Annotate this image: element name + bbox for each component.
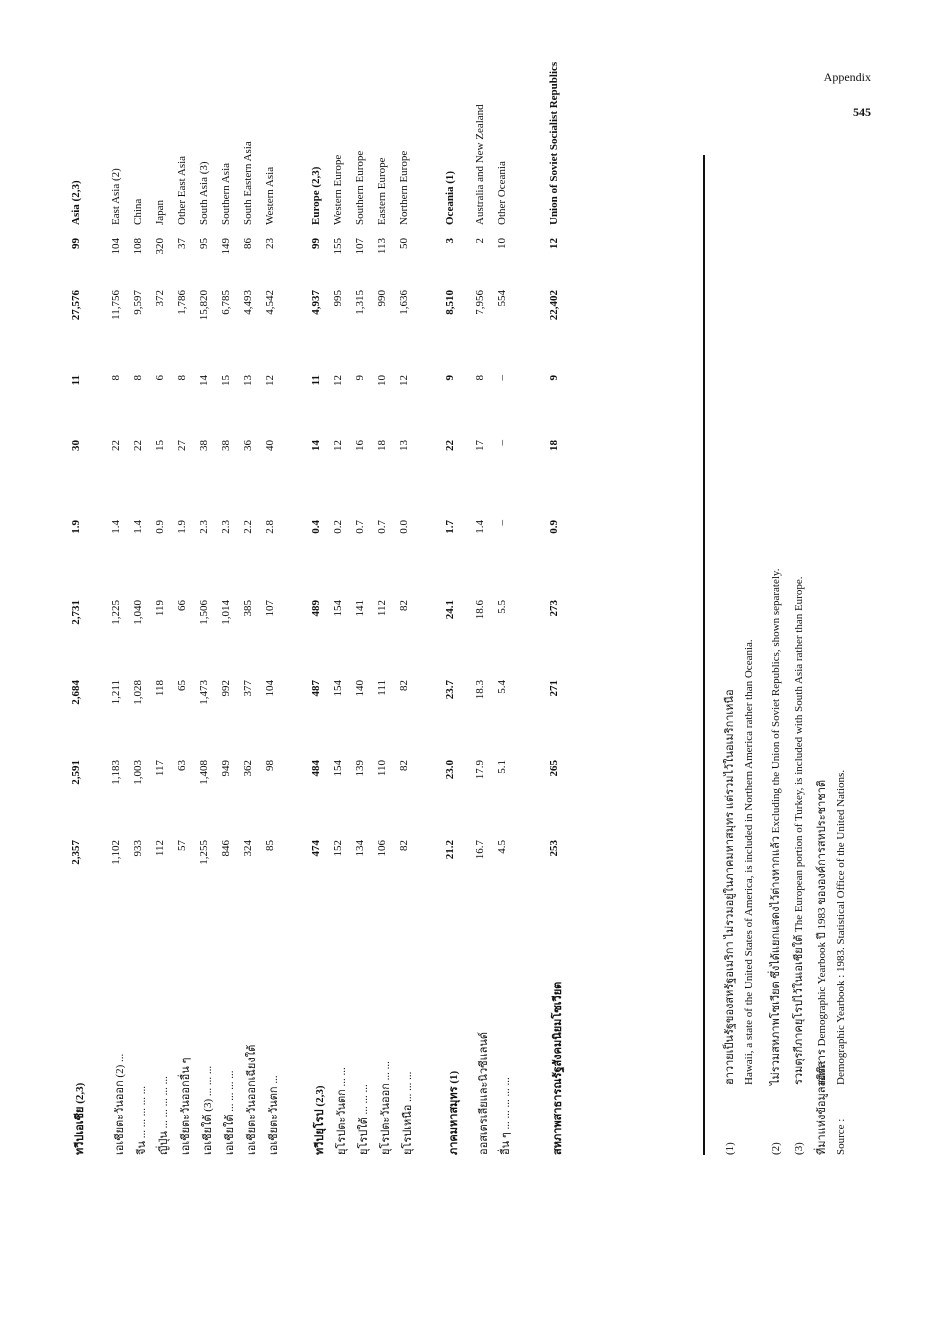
table-cell: 1.4 — [132, 520, 144, 534]
table-cell: 324 — [242, 840, 254, 857]
table-cell: 14 — [198, 375, 210, 386]
thai-region-label: ญี่ปุ่น ... ... ... ... ... — [158, 1076, 170, 1155]
table-cell: 372 — [154, 290, 166, 307]
table-cell: 27 — [176, 440, 188, 451]
table-cell: 1,102 — [110, 840, 122, 865]
table-cell: 1,225 — [110, 600, 122, 625]
table-cell: 271 — [548, 680, 560, 697]
table-cell: 112 — [154, 840, 166, 857]
running-head: Appendix — [823, 70, 871, 84]
footnote-key: ที่มาแห่งข้อมูลสถิติ : — [816, 1060, 828, 1155]
table-cell: 12 — [332, 440, 344, 451]
table-cell: 9 — [444, 375, 456, 381]
table-cell: 22 — [444, 440, 456, 451]
footnote — [720, 689, 738, 1155]
english-region-label: Australia and New Zealand — [474, 104, 486, 225]
table-row — [132, 155, 148, 1155]
table-cell: 50 — [398, 238, 410, 249]
table-cell: 154 — [332, 600, 344, 617]
thai-region-label: สหภาพสาธารณรัฐสังคมนิยมโซเวียต — [552, 981, 564, 1155]
table-cell: 265 — [548, 760, 560, 777]
table-cell: 22 — [132, 440, 144, 451]
table-cell: 1,014 — [220, 600, 232, 625]
table-cell: 1.9 — [70, 520, 82, 534]
thai-region-label: ยุโรปเหนือ ... ... ... — [402, 1071, 414, 1155]
english-region-label: Union of Soviet Socialist Republics — [548, 61, 560, 225]
table-cell: 104 — [110, 238, 122, 255]
table-cell: 107 — [354, 238, 366, 255]
table-cell: 140 — [354, 680, 366, 697]
table-cell: 2,357 — [70, 840, 82, 865]
english-region-label: South Asia (3) — [198, 161, 210, 225]
table-cell: 107 — [264, 600, 276, 617]
table-cell: 27,576 — [70, 290, 82, 321]
table-cell: 99 — [310, 238, 322, 249]
english-region-label: Northern Europe — [398, 150, 410, 225]
table-cell: 12 — [332, 375, 344, 386]
table-cell: 0.9 — [548, 520, 560, 534]
table-cell: 38 — [220, 440, 232, 451]
thai-region-label: ออสเตรเลียและนิวซีแลนด์ — [478, 1031, 490, 1155]
table-cell: 487 — [310, 680, 322, 697]
table-cell: 141 — [354, 600, 366, 617]
table-cell: 23.0 — [444, 760, 456, 780]
table-cell: 377 — [242, 680, 254, 697]
table-cell: 2,684 — [70, 680, 82, 705]
table-cell: 111 — [376, 680, 388, 696]
table-cell: 992 — [220, 680, 232, 697]
table-cell: 1,315 — [354, 290, 366, 315]
table-cell: 113 — [376, 238, 388, 255]
table-cell: 66 — [176, 600, 188, 611]
table-cell: 98 — [264, 760, 276, 771]
table-cell: 1,636 — [398, 290, 410, 315]
table-cell: 23.7 — [444, 680, 456, 700]
footnote-text: ฮาวายเป็นรัฐของสหรัฐอเมริกา ไม่รวมอยู่ในภาคมหาสมุทร แต่รวมไว้ในอเมริกาเหนือ — [724, 689, 736, 1085]
thai-region-label: อื่น ๆ ... ... ... ... ... — [500, 1077, 512, 1155]
table-cell: 86 — [242, 238, 254, 249]
table-cell: 1,786 — [176, 290, 188, 315]
table-cell: 1,040 — [132, 600, 144, 625]
thai-region-label: เอเชียใต้ ... ... ... ... — [224, 1070, 236, 1155]
table-cell: 10 — [496, 238, 508, 249]
table-row — [198, 155, 214, 1155]
english-region-label: Eastern Europe — [376, 157, 388, 225]
table-cell: 104 — [264, 680, 276, 697]
table-row — [496, 155, 512, 1155]
table-cell: 933 — [132, 840, 144, 857]
table-row — [332, 155, 348, 1155]
table-cell: 40 — [264, 440, 276, 451]
table-cell: 12 — [264, 375, 276, 386]
footnote — [812, 780, 830, 1155]
table-cell: 22 — [110, 440, 122, 451]
table-cell: 149 — [220, 238, 232, 255]
table-cell: 1,028 — [132, 680, 144, 705]
table-cell: 82 — [398, 680, 410, 691]
table-cell: 554 — [496, 290, 508, 307]
table-cell: 2,591 — [70, 760, 82, 785]
table-row — [376, 155, 392, 1155]
thai-region-label: ทวีปยุโรป (2,3) — [314, 1085, 326, 1155]
table-row — [444, 155, 460, 1155]
table-cell: 7,956 — [474, 290, 486, 315]
table-cell: 119 — [154, 600, 166, 617]
table-cell: 15,820 — [198, 290, 210, 321]
table-cell: 846 — [220, 840, 232, 857]
table-row — [354, 150, 370, 1155]
table-cell: 63 — [176, 760, 188, 771]
table-cell: 15 — [154, 440, 166, 451]
footnote-text: Demographic Yearbook : 1983. Statistical Office of the United Nations. — [835, 769, 847, 1085]
table-cell: 106 — [376, 840, 388, 857]
thai-region-label: เอเชียตะวันออกเฉียงใต้ — [246, 1044, 258, 1155]
footnote — [766, 569, 784, 1155]
table-cell: 3 — [444, 238, 456, 244]
table-cell: 1.4 — [110, 520, 122, 534]
table-cell: 474 — [310, 840, 322, 857]
english-region-label: Western Asia — [264, 166, 276, 225]
table-cell: 6,785 — [220, 290, 232, 315]
table-cell: 2.2 — [242, 520, 254, 534]
table-cell: 1,211 — [110, 680, 122, 705]
table-cell: 0.7 — [376, 520, 388, 534]
footnote — [789, 577, 807, 1155]
english-region-label: Other Oceania — [496, 161, 508, 225]
english-region-label: Southern Europe — [354, 150, 366, 225]
table-cell: 152 — [332, 840, 344, 857]
table-cell: 4,542 — [264, 290, 276, 315]
table-cell: 8 — [110, 375, 122, 381]
table-cell: 0.7 — [354, 520, 366, 534]
table-cell: 8,510 — [444, 290, 456, 315]
english-region-label: Western Europe — [332, 154, 344, 225]
table-cell: 37 — [176, 238, 188, 249]
table-cell: – — [496, 375, 508, 381]
table-cell: 2.3 — [220, 520, 232, 534]
footnote-key: (1) — [724, 1142, 736, 1155]
table-cell: 30 — [70, 440, 82, 451]
table-cell: 9 — [354, 375, 366, 381]
footnote — [743, 639, 755, 1155]
table-cell: 154 — [332, 680, 344, 697]
table-row — [398, 150, 414, 1155]
english-region-label: Southern Asia — [220, 162, 232, 225]
table-cell: 385 — [242, 600, 254, 617]
table-row — [264, 155, 280, 1155]
table-cell: 1,473 — [198, 680, 210, 705]
table-cell: 8 — [474, 375, 486, 381]
english-region-label: Oceania (1) — [444, 170, 456, 225]
table-row — [474, 104, 490, 1155]
table-cell: 2.3 — [198, 520, 210, 534]
thai-region-label: ทวีปเอเชีย (2,3) — [74, 1082, 86, 1155]
table-cell: 10 — [376, 375, 388, 386]
table-cell: 0.4 — [310, 520, 322, 534]
table-cell: 0.9 — [154, 520, 166, 534]
table-cell: 13 — [398, 440, 410, 451]
table-cell: 2.8 — [264, 520, 276, 534]
thai-region-label: ยุโรปใต้ ... ... ... — [358, 1084, 370, 1155]
table-cell: 17 — [474, 440, 486, 451]
table-cell: 4,937 — [310, 290, 322, 315]
table-cell: 112 — [376, 600, 388, 617]
table-cell: 117 — [154, 760, 166, 777]
thai-region-label: เอเชียใต้ (3) ... ... ... — [202, 1065, 214, 1155]
table-cell: 108 — [132, 238, 144, 255]
table-cell: 362 — [242, 760, 254, 777]
table-cell: 1.9 — [176, 520, 188, 534]
table-cell: 14 — [310, 440, 322, 451]
thai-region-label: ภาคมหาสมุทร (1) — [448, 1070, 460, 1155]
table-cell: 489 — [310, 600, 322, 617]
table-cell: 99 — [70, 238, 82, 249]
table-cell: 4,493 — [242, 290, 254, 315]
footnote-rule — [703, 155, 705, 1155]
table-cell: 484 — [310, 760, 322, 777]
thai-region-label: ยุโรปตะวันตก ... ... — [336, 1067, 348, 1155]
table-row — [548, 61, 564, 1155]
english-region-label: China — [132, 198, 144, 225]
footnote-text: รวมตุรกีภาคยุโรปไว้ในเอเชียใต้ The European portion of Turkey, is included with South Asia rather than Europe. — [793, 576, 805, 1085]
footnote-key: Source : — [835, 1118, 847, 1155]
table-cell: 24.1 — [444, 600, 456, 620]
table-cell: 12 — [398, 375, 410, 386]
table-cell: 9,597 — [132, 290, 144, 315]
english-region-label: Asia (2,3) — [70, 180, 82, 225]
english-region-label: Europe (2,3) — [310, 166, 322, 225]
page-number: 545 — [853, 105, 871, 119]
table-cell: 38 — [198, 440, 210, 451]
table-cell: 5.4 — [496, 680, 508, 694]
table-cell: 8 — [132, 375, 144, 381]
footnote-text: ไม่รวมสหภาพโซเวียต ซึ่งได้แยกแสดงไว้ต่างหากแล้ว Excluding the Union of Soviet Republics, shown separately. — [770, 568, 782, 1085]
table-cell: 155 — [332, 238, 344, 255]
english-region-label: South Eastern Asia — [242, 141, 254, 225]
thai-region-label: ยุโรปตะวันออก ... ... — [380, 1061, 392, 1155]
table-row — [154, 155, 170, 1155]
table-cell: – — [496, 440, 508, 446]
table-cell: 5.5 — [496, 600, 508, 614]
table-cell: 18.6 — [474, 600, 486, 620]
footnote-key: (2) — [770, 1142, 782, 1155]
footnote-text: เอกสาร Demographic Yearbook ปี 1983 ขององค์การสหประชาชาติ — [816, 779, 828, 1085]
table-cell: 21.2 — [444, 840, 456, 860]
table-cell: 18 — [548, 440, 560, 451]
table-cell: 6 — [154, 375, 166, 381]
table-cell: 139 — [354, 760, 366, 777]
table-cell: 1,408 — [198, 760, 210, 785]
table-cell: 134 — [354, 840, 366, 857]
table-cell: 320 — [154, 238, 166, 255]
table-cell: 0.0 — [398, 520, 410, 534]
table-cell: 57 — [176, 840, 188, 851]
table-cell: 154 — [332, 760, 344, 777]
table-cell: 11 — [310, 375, 322, 386]
table-cell: 18.3 — [474, 680, 486, 700]
table-cell: 82 — [398, 840, 410, 851]
thai-region-label: จีน ... ... ... ... ... — [136, 1086, 148, 1155]
table-cell: 17.9 — [474, 760, 486, 780]
table-row — [220, 155, 236, 1155]
table-cell: – — [496, 520, 508, 526]
table-cell: 990 — [376, 290, 388, 307]
table-cell: 0.2 — [332, 520, 344, 534]
thai-region-label: เอเชียตะวันออกอื่น ๆ — [180, 1057, 192, 1155]
table-cell: 16.7 — [474, 840, 486, 860]
table-cell: 82 — [398, 600, 410, 611]
table-cell: 82 — [398, 760, 410, 771]
table-cell: 5.1 — [496, 760, 508, 774]
table-row — [242, 141, 258, 1155]
table-cell: 1,255 — [198, 840, 210, 865]
table-cell: 2 — [474, 238, 486, 244]
table-cell: 2,731 — [70, 600, 82, 625]
table-cell: 11,756 — [110, 290, 122, 320]
table-cell: 1,506 — [198, 600, 210, 625]
table-cell: 11 — [70, 375, 82, 386]
table-row — [176, 155, 192, 1155]
table-cell: 12 — [548, 238, 560, 249]
table-cell: 85 — [264, 840, 276, 851]
table-row — [70, 155, 86, 1155]
footnote-key: (3) — [793, 1142, 805, 1155]
english-region-label: Japan — [154, 199, 166, 225]
table-cell: 15 — [220, 375, 232, 386]
table-cell: 1.4 — [474, 520, 486, 534]
table-cell: 9 — [548, 375, 560, 381]
table-row — [310, 155, 326, 1155]
table-cell: 16 — [354, 440, 366, 451]
table-cell: 23 — [264, 238, 276, 249]
table-cell: 22,402 — [548, 290, 560, 321]
table-cell: 18 — [376, 440, 388, 451]
footnote — [835, 770, 847, 1155]
table-cell: 36 — [242, 440, 254, 451]
english-region-label: East Asia (2) — [110, 168, 122, 225]
table-cell: 65 — [176, 680, 188, 691]
table-row — [110, 155, 126, 1155]
english-region-label: Other East Asia — [176, 155, 188, 225]
footnote-text: Hawaii, a state of the United States of America, is included in Northern America rather than Oceania. — [743, 639, 755, 1085]
table-cell: 95 — [198, 238, 210, 249]
table-cell: 1,003 — [132, 760, 144, 785]
table-cell: 273 — [548, 600, 560, 617]
table-cell: 13 — [242, 375, 254, 386]
table-cell: 1.7 — [444, 520, 456, 534]
table-cell: 4.5 — [496, 840, 508, 854]
table-cell: 995 — [332, 290, 344, 307]
table-cell: 949 — [220, 760, 232, 777]
thai-region-label: เอเชียตะวันตก ... — [268, 1075, 280, 1155]
table-cell: 8 — [176, 375, 188, 381]
table-cell: 253 — [548, 840, 560, 857]
table-cell: 110 — [376, 760, 388, 777]
table-cell: 118 — [154, 680, 166, 697]
table-cell: 1,183 — [110, 760, 122, 785]
thai-region-label: เอเชียตะวันออก (2) ... — [114, 1053, 126, 1155]
